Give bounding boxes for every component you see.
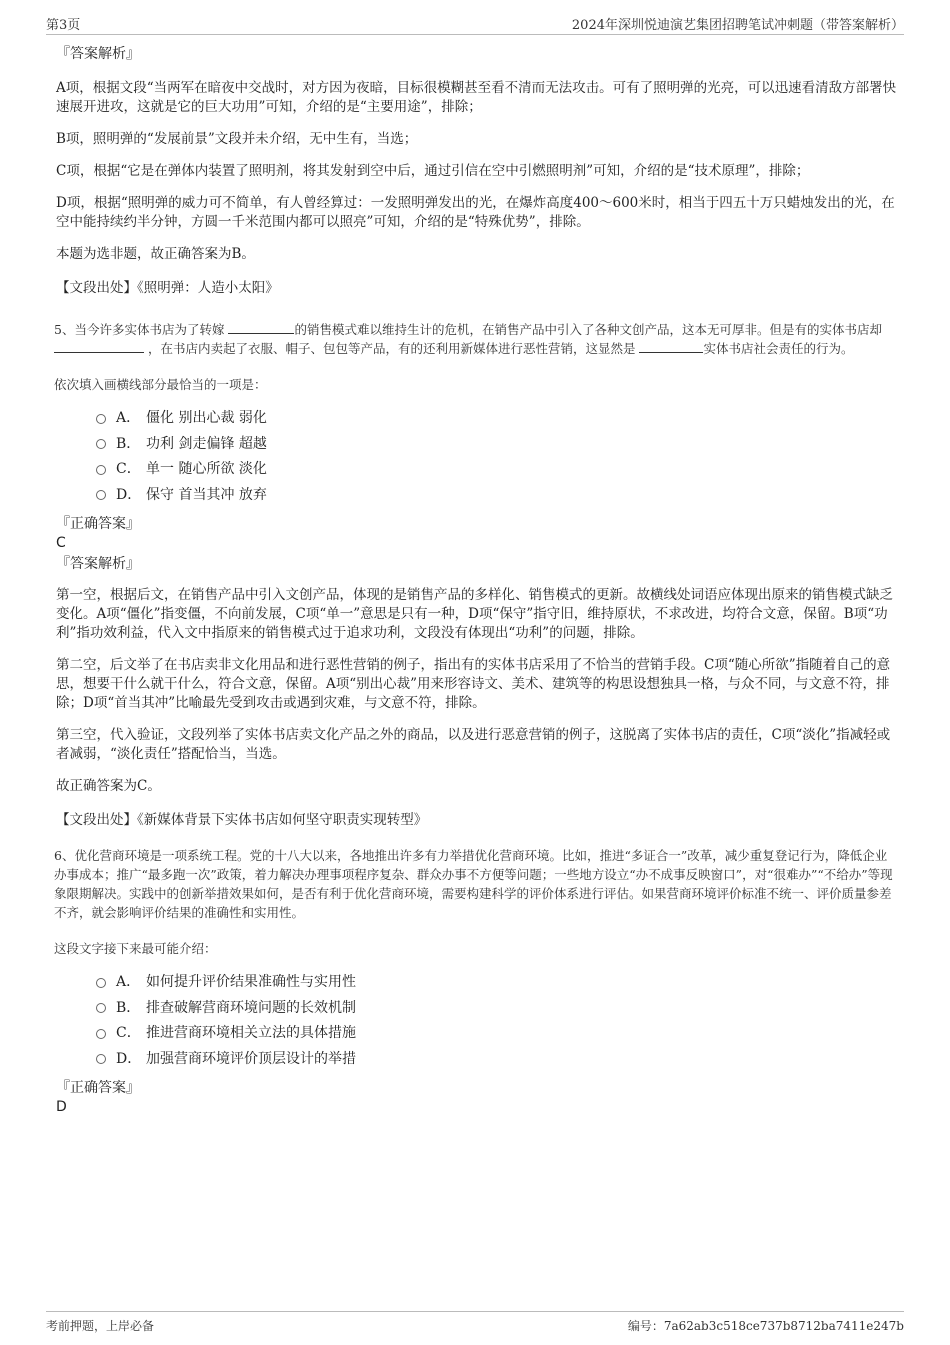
q5-correct-label: 『正确答案』	[56, 516, 140, 532]
page-number: 第3页	[46, 18, 81, 33]
option-text: 加强营商环境评价顶层设计的举措	[146, 1050, 356, 1067]
q5-option-c[interactable]	[96, 457, 898, 483]
radio-icon[interactable]	[96, 490, 106, 500]
radio-icon[interactable]	[96, 978, 106, 988]
document-id: 编号：7a62ab3c518ce737b8712ba7411e247b	[627, 1319, 904, 1333]
option-text: 僵化 别出心裁 弱化	[146, 410, 267, 426]
q4-source: 【文段出处】《照明弹：人造小太阳》	[56, 280, 279, 296]
footer-slogan: 考前押题，上岸必备	[46, 1319, 155, 1333]
q5-blank-2	[54, 340, 144, 353]
radio-icon[interactable]	[96, 465, 106, 475]
q4-analysis-d: D项，根据“照明弹的威力可不简单，有人曾经算过：一发照明弹发出的光，在爆炸高度400～600米时，相当于四五十万只蜡烛发出的光，在空中能持续约半分钟，方圆一千米范围内都可以照亮”可知，介绍的是“特殊优势”，排除。	[56, 195, 895, 230]
option-text: 排查破解营商环境问题的长效机制	[146, 999, 356, 1016]
radio-icon[interactable]	[96, 1003, 106, 1013]
q4-analysis-label: 『答案解析』	[56, 46, 140, 62]
q4-conclusion: 本题为选非题，故正确答案为B。	[56, 246, 255, 262]
document-title: 2024年深圳悦迪演艺集团招聘笔试冲刺题（带答案解析）	[571, 18, 904, 33]
q5-source: 【文段出处】《新媒体背景下实体书店如何坚守职责实现转型》	[56, 812, 428, 828]
q5-option-d[interactable]	[96, 483, 898, 509]
q5-options	[96, 406, 898, 508]
option-letter: A．	[116, 974, 141, 990]
q5-question-text	[54, 320, 898, 358]
q5-text-a: 5、当今许多实体书店为了转嫁	[54, 322, 229, 337]
option-letter: D．	[116, 486, 142, 503]
q5-text-d: 实体书店社会责任的行为。	[703, 341, 854, 356]
option-letter: D．	[116, 1050, 142, 1067]
radio-icon[interactable]	[96, 414, 106, 424]
page-content	[56, 42, 898, 1116]
q6-question-text: 6、优化营商环境是一项系统工程。党的十八大以来，各地推出许多有力举措优化营商环境。比如，推进“多证合一”改革，减少重复登记行为，降低企业办事成本；推广“最多跑一次”政策，着力解决办理事项程序复杂、群众办事不方便等问题；一些地方设立“办不成事反映窗口”，对“很难办”“不给办”等现象限期解决。实践中的创新举措效果如何，是否有利于优化营商环境，需要构建科学的评价体系进行评估。如果营商环境评价标准不统一、评价质量参差不齐，就会影响评价结果的准确性和实用性。	[54, 848, 893, 920]
option-text: 功利 剑走偏锋 超越	[146, 435, 267, 452]
option-text: 保守 首当其冲 放弃	[146, 486, 267, 503]
option-letter: C．	[116, 461, 141, 477]
q5-blank-3	[639, 340, 703, 353]
q5-analysis-3: 第三空，代入验证，文段列举了实体书店卖文化产品之外的商品，以及进行恶意营销的例子，这脱离了实体书店的责任，C项“淡化”指减轻或者减弱，“淡化责任”搭配恰当，当选。	[56, 727, 891, 762]
q6-option-b[interactable]	[96, 996, 898, 1022]
q4-analysis-a: A项，根据文段“当两军在暗夜中交战时，对方因为夜暗，目标很模糊甚至看不清而无法攻击。可有了照明弹的光亮，可以迅速看清敌方部署快速展开进攻，这就是它的巨大功用”可知，介绍的是“主要用途”，排除；	[56, 80, 897, 115]
q6-options	[96, 970, 898, 1072]
option-text: 单一 随心所欲 淡化	[146, 461, 267, 477]
q6-correct-answer: D	[56, 1099, 67, 1115]
q5-analysis-label: 『答案解析』	[56, 556, 140, 572]
q6-prompt: 这段文字接下来最可能介绍：	[54, 941, 217, 956]
q5-correct-answer: C	[56, 535, 66, 551]
q5-option-a[interactable]	[96, 406, 898, 432]
page-footer	[46, 1311, 904, 1334]
page-header	[46, 14, 904, 35]
q6-option-a[interactable]	[96, 970, 898, 996]
option-letter: B．	[116, 999, 141, 1016]
radio-icon[interactable]	[96, 1054, 106, 1064]
radio-icon[interactable]	[96, 1029, 106, 1039]
q5-option-b[interactable]	[96, 432, 898, 458]
option-letter: A．	[116, 410, 141, 426]
q4-analysis-b: B项，照明弹的“发展前景”文段并未介绍，无中生有，当选；	[56, 131, 418, 147]
option-letter: C．	[116, 1025, 141, 1041]
option-text: 推进营商环境相关立法的具体措施	[146, 1025, 356, 1041]
radio-icon[interactable]	[96, 439, 106, 449]
q4-analysis-c: C项，根据“它是在弹体内装置了照明剂，将其发射到空中后，通过引信在空中引燃照明剂”可知，介绍的是“技术原理”，排除；	[56, 163, 810, 179]
q5-blank-1	[228, 321, 294, 334]
q5-conclusion: 故正确答案为C。	[56, 778, 161, 794]
q5-analysis-2: 第二空，后文举了在书店卖非文化用品和进行恶性营销的例子，指出有的实体书店采用了不恰当的营销手段。C项“随心所欲”指随着自己的意思，想要干什么就干什么，符合文意，保留。A项“别出心裁”用来形容诗文、美术、建筑等的构思设想独具一格，与众不同，与文意不符，排除；D项“首当其冲”比喻最先受到攻击或遇到灾难，与文意不符，排除。	[56, 657, 891, 711]
q6-option-c[interactable]	[96, 1021, 898, 1047]
option-letter: B．	[116, 435, 141, 452]
q5-prompt: 依次填入画横线部分最恰当的一项是：	[54, 377, 267, 392]
q6-option-d[interactable]	[96, 1047, 898, 1073]
q5-text-c: ，在书店内卖起了衣服、帽子、包包等产品，有的还利用新媒体进行恶性营销，这显然是	[144, 341, 640, 356]
option-text: 如何提升评价结果准确性与实用性	[146, 974, 356, 990]
q5-analysis-1: 第一空，根据后文，在销售产品中引入文创产品，体现的是销售产品的多样化、销售模式的更新。故横线处词语应体现出原来的销售模式缺乏变化。A项“僵化”指变僵，不向前发展，C项“单一”意思是只有一种，D项“保守”指守旧，维持原状，不求改进，均符合文意，保留。B项“功利”指功效利益，代入文中指原来的销售模式过于追求功利，文段没有体现出“功利”的问题，排除。	[56, 587, 893, 641]
q5-text-b: 的销售模式难以维持生计的危机，在销售产品中引入了各种文创产品，这本无可厚非。但是有的实体书店却	[294, 322, 882, 337]
q6-correct-label: 『正确答案』	[56, 1080, 140, 1096]
